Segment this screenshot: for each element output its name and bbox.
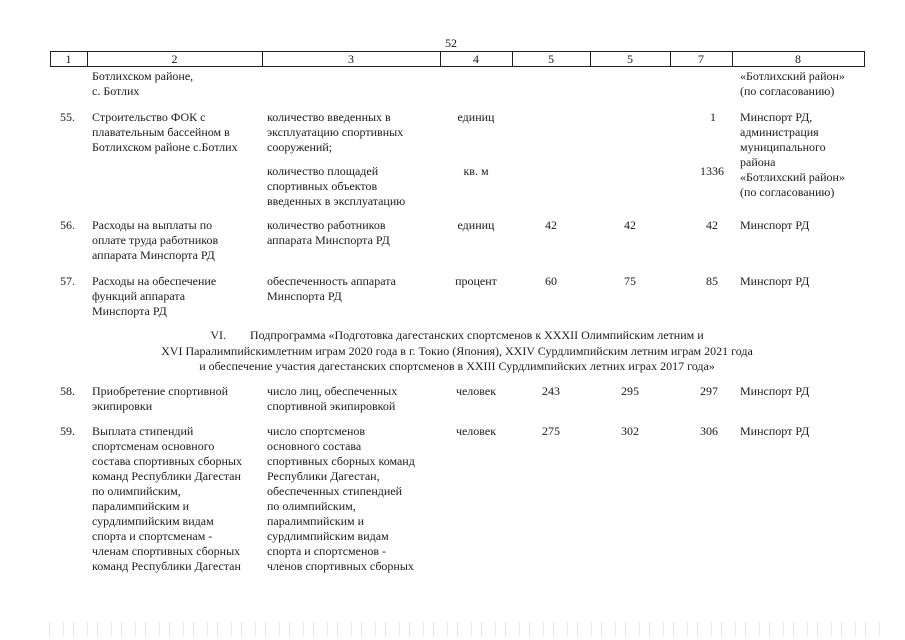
header-col-5: 5	[548, 52, 554, 66]
row-value-5: 42	[545, 218, 557, 232]
row-value-6: 302	[621, 424, 639, 438]
row-executor: Минспорт РД	[740, 218, 810, 232]
scan-noise	[40, 622, 880, 636]
row-number: 56.	[60, 218, 75, 232]
row-value-7: 1	[710, 110, 716, 124]
row-value-6: 295	[621, 384, 639, 398]
row-value-7: 306	[700, 424, 718, 438]
row-unit-2: кв. м	[463, 164, 489, 178]
row-indicator: количество работников аппарата Минспорта РД	[267, 218, 390, 247]
header-col-8: 8	[795, 52, 801, 66]
row-value-7: 297	[700, 384, 718, 398]
header-col-7: 7	[698, 52, 704, 66]
header-divider	[864, 51, 865, 67]
row-name: Выплата стипендий спортсменам основного состава спортивных сборных команд Республики Дагестан по олимпийским, паралимпийским и сурдлимпийским видам спорта и спортсменам - членам спортивных сборных команд Республики Дагестан	[92, 424, 242, 573]
row-name: Приобретение спортивной экипировки	[92, 384, 229, 413]
row-unit: единиц	[457, 218, 495, 232]
continuation-executor: «Ботлихский район» (по согласованию)	[740, 69, 845, 98]
row-value-6: 75	[624, 274, 636, 288]
row-executor: Минспорт РД	[740, 424, 810, 438]
row-value-5: 60	[545, 274, 557, 288]
row-unit: единиц	[457, 110, 495, 124]
row-indicator: обеспеченность аппарата Минспорта РД	[267, 274, 396, 303]
row-value-6: 42	[624, 218, 636, 232]
row-executor: Минспорт РД	[740, 384, 810, 398]
row-name: Расходы на выплаты по оплате труда работников аппарата Минспорта РД	[92, 218, 219, 262]
header-col-4: 4	[473, 52, 479, 66]
page-number: 52	[445, 36, 457, 50]
row-number: 59.	[60, 424, 75, 438]
row-number: 57.	[60, 274, 75, 288]
row-unit: человек	[455, 424, 497, 438]
row-unit: человек	[455, 384, 497, 398]
row-executor: Минспорт РД, администрация муниципального района «Ботлихский район» (по согласованию)	[740, 110, 845, 199]
row-executor: Минспорт РД	[740, 274, 810, 288]
section-title-line-2: XVI Паралимпийскимлетним играм 2020 года в г. Токио (Япония), XXIV Сурдлимпийским летним играм 2021 года	[161, 344, 753, 358]
row-number: 58.	[60, 384, 75, 398]
row-value-5: 275	[542, 424, 560, 438]
row-value-7: 42	[706, 218, 718, 232]
row-value-5: 243	[542, 384, 560, 398]
header-col-2: 2	[171, 52, 178, 66]
row-name: Строительство ФОК с плавательным бассейном в Ботлихском районе с.Ботлих	[92, 110, 238, 154]
row-value-7: 85	[706, 274, 718, 288]
row-unit: процент	[455, 274, 497, 288]
header-col-3: 3	[348, 52, 354, 66]
header-col-6: 5	[627, 52, 633, 66]
row-value-7-2: 1336	[700, 164, 724, 178]
row-indicator: количество введенных в эксплуатацию спортивных сооружений;	[267, 110, 404, 154]
section-title-line-3: и обеспечение участия дагестанских спортсменов в XXIII Сурдлимпийских летних играх 2017 года»	[199, 359, 715, 373]
row-name: Расходы на обеспечение функций аппарата Минспорта РД	[92, 274, 217, 318]
continuation-name: Ботлихском районе, с. Ботлих	[92, 69, 194, 98]
section-title-line-1: VI. Подпрограмма «Подготовка дагестанских спортсменов к XXXII Олимпийским летним и	[210, 328, 704, 342]
row-indicator: число лиц, обеспеченных спортивной экипировкой	[267, 384, 398, 413]
header-col-1: 1	[65, 52, 72, 66]
row-indicator-2: количество площадей спортивных объектов введенных в эксплуатацию	[267, 164, 406, 208]
row-indicator: число спортсменов основного состава спортивных сборных команд Республики Дагестан, обеспеченных стипендией по олимпийским, паралимпийским и сурдлимпийским видам спорта и спортсменов - членов спортивных сборных	[267, 424, 415, 573]
row-number: 55.	[60, 110, 75, 124]
